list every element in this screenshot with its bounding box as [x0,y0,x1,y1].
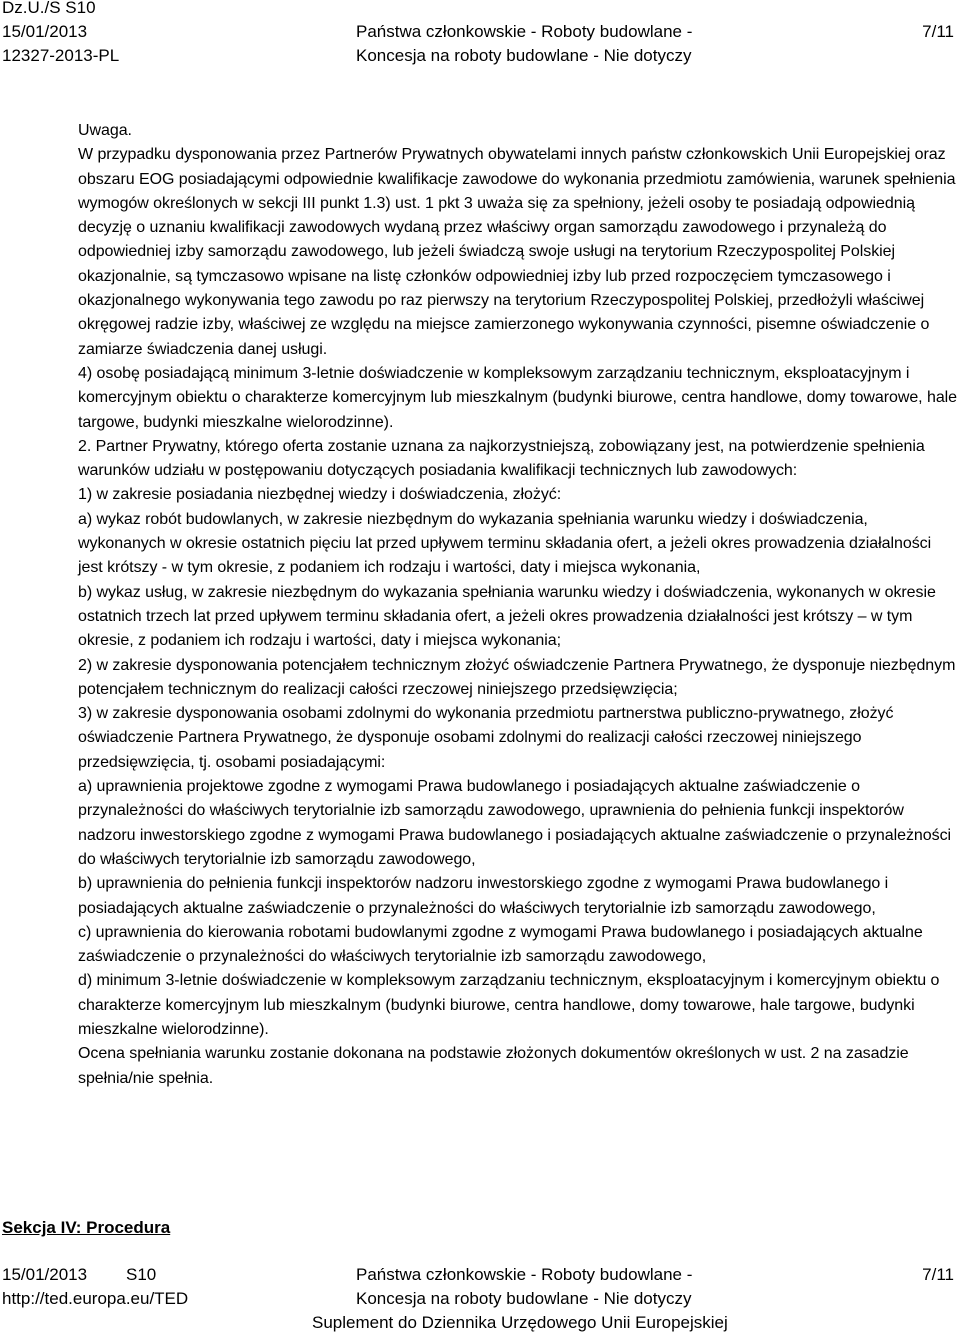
paragraph: d) minimum 3-letnie doświadczenie w kompleksowym zarządzaniu technicznym, eksploatacyjnym i komercyjnym obiektu o charakterze komercyjnym lub mieszkalnym (budynki biurowe, centra handlowe, domy towarowe, hale targowe, budynki mieszkalne wielorodzinne). [78,972,940,1038]
header-title-line2: Koncesja na roboty budowlane - Nie dotyczy [356,46,692,65]
header-title-line1: Państwa członkowskie - Roboty budowlane - [356,22,693,41]
footer-series: S10 [126,1265,157,1284]
paragraph: 4) osobę posiadającą minimum 3-letnie doświadczenie w kompleksowym zarządzaniu technicznym, eksploatacyjnym i komercyjnym obiektu o charakterze komercyjnym lub mieszkalnym (budynki biurowe, centra handlowe, domy towarowe, hale targowe, budynki mieszkalne wielorodzinne). [78,364,958,431]
paragraph: a) wykaz robót budowlanych, w zakresie niezbędnym do wykazania spełniania warunku wiedzy i doświadczenia, wykonanych w okresie ostatnich pięciu lat przed upływem terminu składania ofert, a jeżeli okres prowadzenia działalności jest krótszy - w tym okresie, z podaniem ich rodzaju i wartości, daty i miejsca wykonania, [78,510,932,577]
footer-date: 15/01/2013 [2,1265,88,1284]
header-date: 15/01/2013 [2,22,88,41]
footer-title [356,1263,692,1311]
doc-reference: Dz.U./S S10 [2,0,96,17]
paragraph: 2) w zakresie dysponowania potencjałem technicznym złożyć oświadczenie Partnera Prywatnego, że dysponuje niezbędnym potencjałem technicznym do realizacji całości rzeczowej niniejszego przedsięwzięcia; [78,656,956,698]
footer-supplement: Suplement do Dziennika Urzędowego Unii Europejskiej [312,1313,728,1332]
footer-title-line2: Koncesja na roboty budowlane - Nie dotyczy [356,1289,692,1308]
paragraph: a) uprawnienia projektowe zgodne z wymogami Prawa budowlanego i posiadających aktualne zaświadczenie o przynależności do właściwych terytorialnie izb samorządu zawodowego, uprawnienia do pełnienia funkcji inspektorów nadzoru inwestorskiego zgodne z wymogami Prawa budowlanego i posiadających aktualne zaświadczenie o przynależności do właściwych terytorialnie izb samorządu zawodowego, [78,778,952,868]
paragraph: Ocena spełniania warunku zostanie dokonana na podstawie złożonych dokumentów określonych w ust. 2 na zasadzie spełnia/nie spełnia. [78,1045,909,1087]
footer-left [2,1263,188,1311]
doc-number: 12327-2013-PL [2,46,120,65]
paragraph: b) uprawnienia do pełnienia funkcji inspektorów nadzoru inwestorskiego zgodne z wymogami Prawa budowlanego i posiadających aktualne zaświadczenie o przynależności do właściwych terytorialnie izb samorządu zawodowego, [78,875,889,917]
paragraph: b) wykaz usług, w zakresie niezbędnym do wykazania spełniania warunku wiedzy i doświadczenia, wykonanych w okresie ostatnich trzech lat przed upływem terminu składania ofert, a jeżeli okres prowadzenia działalności jest krótszy – w tym okresie, z podaniem ich rodzaju i wartości, daty i miejsca wykonania; [78,583,936,650]
header-page-number: 7/11 [922,22,954,41]
paragraph: 1) w zakresie posiadania niezbędnej wiedzy i doświadczenia, złożyć: [78,486,562,504]
paragraph-note-label: Uwaga. [78,122,132,139]
header-left [2,0,119,68]
paragraph: 3) w zakresie dysponowania osobami zdolnymi do wykonania przedmiotu partnerstwa publiczno-prywatnego, złożyć oświadczenie Partnera Prywatnego, że dysponuje osobami zdolnymi do realizacji całości rzeczowej niniejszego przedsięwzięcia, tj. osobami posiadającymi: [78,705,894,771]
document-body [78,119,958,1091]
footer-title-line1: Państwa członkowskie - Roboty budowlane - [356,1265,693,1284]
paragraph: 2. Partner Prywatny, którego oferta zostanie uznana za najkorzystniejszą, zobowiązany jest, na potwierdzenie spełnienia warunków udziału w postępowaniu dotyczących posiadania kwalifikacji technicznych lub zawodowych: [78,437,925,480]
header-title [356,20,692,68]
section-title: Sekcja IV: Procedura [2,1218,171,1237]
paragraph: c) uprawnienia do kierowania robotami budowlanymi zgodne z wymogami Prawa budowlanego i posiadających aktualne zaświadczenie o przynależności do właściwych terytorialnie izb samorządu zawodowego, [78,923,923,966]
footer-url[interactable]: http://ted.europa.eu/TED [2,1289,189,1308]
footer-page-number: 7/11 [922,1265,954,1284]
paragraph: W przypadku dysponowania przez Partnerów Prywatnych obywatelami innych państw członkowskich Unii Europejskiej oraz obszaru EOG posiadającymi odpowiednie kwalifikacje zawodowe do wykonania przedmiotu zamówienia, warunek spełnienia wymogów określonych w sekcji III punkt 1.3) ust. 1 pkt 3 uważa się za spełniony, jeżeli osoby te posiadają odpowiednią decyzję o uznaniu kwalifikacji zawodowych wydaną przez właściwy organ samorządu zawodowego i przynależą do odpowiedniej izby samorządu zawodowego, lub jeżeli świadczą swoje usługi na terytorium Rzeczypospolitej Polskiej okazjonalnie, są tymczasowo wpisane na listę członków odpowiedniej izby lub przed rozpoczęciem tymczasowego i okazjonalnego wykonywania tego zawodu po raz pierwszy na terytorium Rzeczypospolitej Polskiej, przedłożyli właściwej okręgowej radzie izby, właściwej ze względu na miejsce zamierzonego wykonywania czynności, pisemne oświadczenie o zamiarze świadczenia danej usługi. [78,146,956,358]
